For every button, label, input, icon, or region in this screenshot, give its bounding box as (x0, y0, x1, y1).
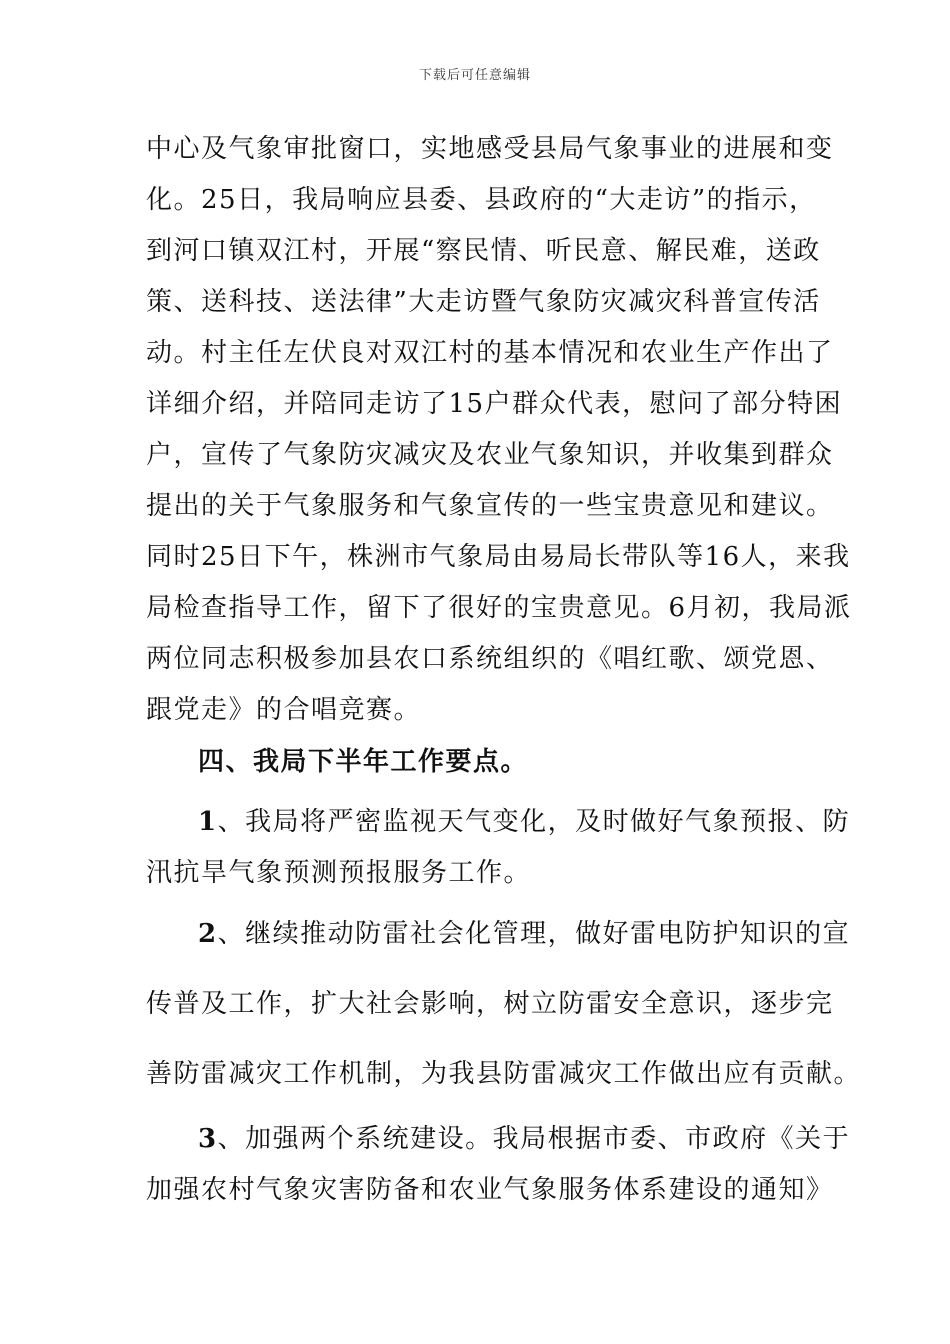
paragraph-line: 跟党走》的合唱竞赛。 (146, 695, 422, 725)
paragraph-line: 中心及气象审批窗口，实地感受县局气象事业的进展和变 (146, 134, 834, 164)
paragraph-line: 化。25日，我局响应县委、县政府的“大走访”的指示， (146, 185, 817, 215)
section-heading: 四、我局下半年工作要点。 (198, 747, 529, 777)
item-number: 2 (198, 919, 218, 949)
paragraph-line: 局检查指导工作，留下了很好的宝贵意见。6月初，我局派 (146, 593, 852, 623)
paragraph-line: 策、送科技、送法律”大走访暨气象防灾减灾科普宣传活 (146, 287, 821, 317)
paragraph-line: 户，宣传了气象防灾减灾及农业气象知识，并收集到群众 (146, 440, 834, 470)
paragraph-line: 两位同志积极参加县农口系统组织的《唱红歌、颂党恩、 (146, 644, 834, 674)
paragraph-line: 善防雷减灾工作机制，为我县防雷减灾工作做出应有贡献。 (146, 1059, 862, 1089)
paragraph-line: 到河口镇双江村，开展“察民情、听民意、解民难，送政 (146, 236, 821, 266)
item-number: 3 (198, 1124, 218, 1154)
paragraph-line: 汛抗旱气象预测预报服务工作。 (146, 858, 532, 888)
item-number: 1 (198, 807, 218, 837)
item-text: 、我局将严密监视天气变化，及时做好气象预报、防 (217, 807, 851, 837)
page-header-note: 下载后可任意编辑 (418, 68, 531, 83)
item-text: 、继续推动防雷社会化管理，做好雷电防护知识的宣 (217, 919, 851, 949)
item-text: 、加强两个系统建设。我局根据市委、市政府《关于 (217, 1124, 851, 1154)
paragraph-line: 同时25日下午，株洲市气象局由易局长带队等16人，来我 (146, 542, 851, 572)
paragraph-line: 传普及工作，扩大社会影响，树立防雷安全意识，逐步完 (146, 989, 834, 1019)
list-item-2 (198, 918, 850, 950)
paragraph-line: 动。村主任左伏良对双江村的基本情况和农业生产作出了 (146, 338, 834, 368)
paragraph-line: 详细介绍，并陪同走访了15户群众代表，慰问了部分特困 (146, 389, 843, 419)
paragraph-line: 加强农村气象灾害防备和农业气象服务体系建设的通知》 (146, 1175, 834, 1205)
list-item-3 (198, 1123, 850, 1155)
paragraph-line: 提出的关于气象服务和气象宣传的一些宝贵意见和建议。 (146, 491, 834, 521)
list-item-1 (198, 806, 850, 838)
